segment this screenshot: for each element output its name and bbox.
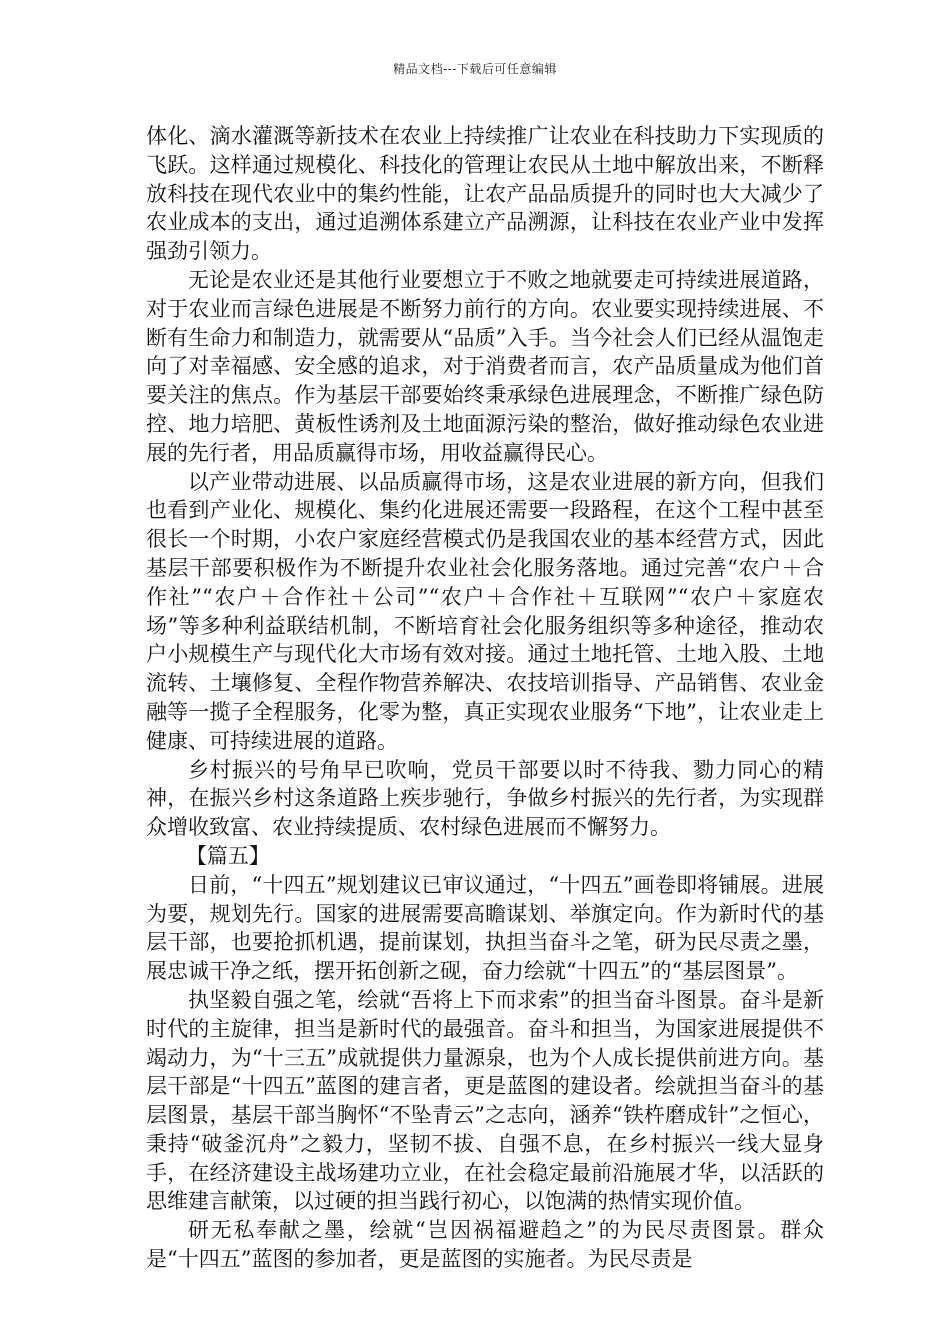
- paragraph-4: 乡村振兴的号角早已吹响，党员干部要以时不待我、勠力同心的精神，在振兴乡村这条道路上疾步驰行，争做乡村振兴的先行者，为实现群众增收致富、农业持续提质、农村绿色进展而不懈努力。: [146, 757, 824, 840]
- paragraph-2: 无论是农业还是其他行业要想立于不败之地就要走可持续进展道路，对于农业而言绿色进展是不断努力前行的方向。农业要实现持续进展、不断有生命力和制造力，就需要从“品质”入手。当今社会人们已经从温饱走向了对幸福感、安全感的追求，对于消费者而言，农产品质量成为他们首要关注的焦点。作为基层干部要始终秉承绿色进展理念，不断推广绿色防控、地力培肥、黄板性诱剂及土地面源污染的整治，做好推动绿色农业进展的先行者，用品质赢得市场，用收益赢得民心。: [146, 267, 824, 465]
- page-header: 精品文档---下载后可任意编辑: [393, 62, 557, 76]
- document-body: [146, 122, 824, 1274]
- section-heading: 【篇五】: [185, 843, 270, 868]
- paragraph-7: 研无私奉献之墨，绘就“岂因祸福避趋之”的为民尽责图景。群众是“十四五”蓝图的参加者，更是蓝图的实施者。为民尽责是: [146, 1218, 824, 1272]
- paragraph-3: 以产业带动进展、以品质赢得市场，这是农业进展的新方向，但我们也看到产业化、规模化、集约化进展还需要一段路程，在这个工程中甚至很长一个时期，小农户家庭经营模式仍是我国农业的基本经营方式，因此基层干部要积极作为不断提升农业社会化服务落地。通过完善“农户＋合作社”“农户＋合作社＋公司”“农户＋合作社＋互联网”“农户＋家庭农场”等多种利益联结机制，不断培育社会化服务组织等多种途径，推动农户小规模生产与现代化大市场有效对接。通过土地托管、土地入股、土地流转、土壤修复、全程作物营养解决、农技培训指导、产品销售、农业金融等一揽子全程服务，化零为整，真正实现农业服务“下地”，让农业走上健康、可持续进展的道路。: [146, 469, 824, 753]
- paragraph-5: 日前，“十四五”规划建议已审议通过，“十四五”画卷即将铺展。进展为要，规划先行。国家的进展需要高瞻谋划、举旗定向。作为新时代的基层干部，也要抢抓机遇，提前谋划，执担当奋斗之笔，研为民尽责之墨，展忠诚干净之纸，摆开拓创新之砚，奋力绘就“十四五”的“基层图景”。: [146, 872, 824, 984]
- paragraph-1: 体化、滴水灌溉等新技术在农业上持续推广让农业在科技助力下实现质的飞跃。这样通过规模化、科技化的管理让农民从土地中解放出来，不断释放科技在现代农业中的集约性能，让农产品品质提升的同时也大大减少了农业成本的支出，通过追溯体系建立产品溯源，让科技在农业产业中发挥强劲引领力。: [146, 124, 824, 264]
- paragraph-6: 执坚毅自强之笔，绘就“吾将上下而求索”的担当奋斗图景。奋斗是新时代的主旋律，担当是新时代的最强音。奋斗和担当，为国家进展提供不竭动力，为“十三五”成就提供力量源泉，也为个人成长提供前进方向。基层干部是“十四五”蓝图的建言者，更是蓝图的建设者。绘就担当奋斗的基层图景，基层干部当胸怀“不坠青云”之志向，涵养“铁杵磨成针”之恒心，秉持“破釜沉舟”之毅力，坚韧不拔、自强不息，在乡村振兴一线大显身手，在经济建设主战场建功立业，在社会稳定最前沿施展才华，以活跃的思维建言献策，以过硬的担当践行初心，以饱满的热情实现价值。: [146, 987, 824, 1214]
